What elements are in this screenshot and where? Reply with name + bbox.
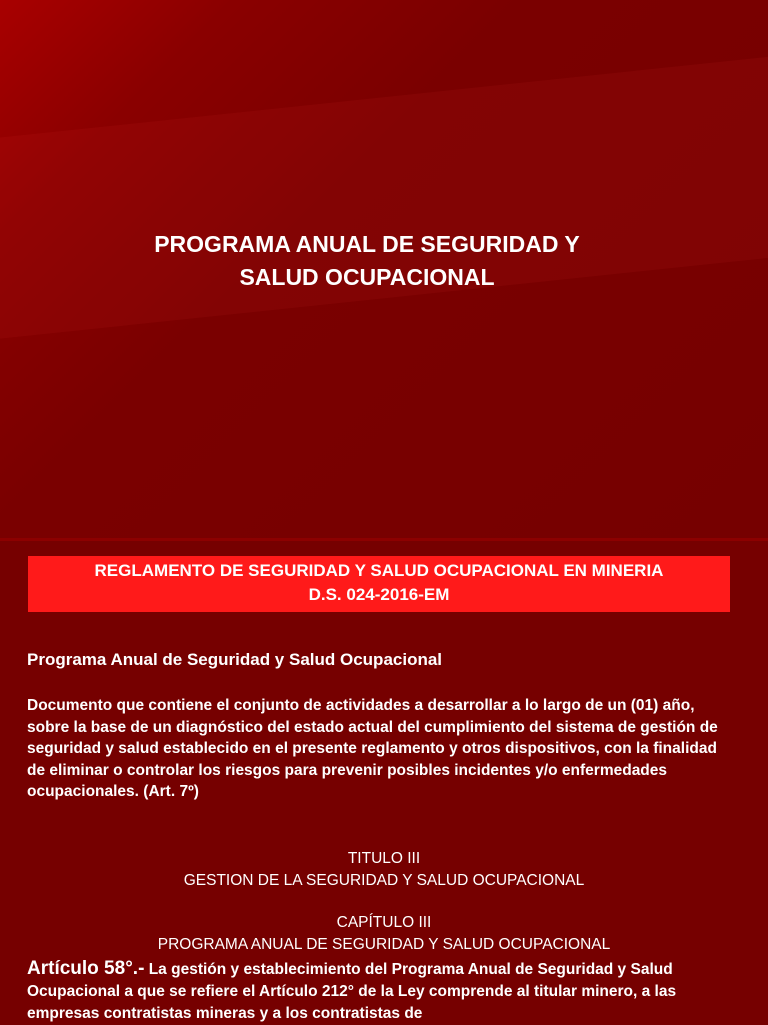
background-divider: [0, 538, 768, 541]
article-label: Artículo 58°.-: [27, 958, 145, 979]
titulo-label: TITULO III: [347, 850, 421, 867]
titulo-block: [0, 848, 768, 892]
page-title: [60, 228, 674, 294]
section-heading: Programa Anual de Seguridad y Salud Ocupacional: [27, 650, 443, 669]
regulation-banner: [28, 556, 730, 612]
article-paragraph: [27, 958, 739, 1025]
banner-line1: REGLAMENTO DE SEGURIDAD Y SALUD OCUPACIONAL EN MINERIA: [94, 561, 664, 580]
page-title-line2: SALUD OCUPACIONAL: [239, 264, 495, 290]
definition-paragraph: Documento que contiene el conjunto de actividades a desarrollar a lo largo de un (01) año, sobre la base de un diagnóstico del estado actual del cumplimiento del sistema de gestión de seguridad y salud establecido en el presente reglamento y otros dispositivos, con la finalidad de eliminar o controlar los riesgos para prevenir posibles incidentes y/o enfermedades ocupacionales. (Art. 7º): [27, 697, 718, 800]
capitulo-label: CAPÍTULO III: [336, 914, 432, 931]
capitulo-name: PROGRAMA ANUAL DE SEGURIDAD Y SALUD OCUPACIONAL: [157, 936, 611, 953]
banner-line2: D.S. 024-2016-EM: [308, 585, 450, 604]
capitulo-block: [0, 912, 768, 956]
page-title-line1: PROGRAMA ANUAL DE SEGURIDAD Y: [154, 231, 580, 257]
article-text: La gestión y establecimiento del Programa Anual de Seguridad y Salud Ocupacional a que se refiere el Artículo 212° de la Ley comprende al titular minero, a las empresas contratistas mineras y a los contratistas de: [27, 961, 677, 1022]
titulo-name: GESTION DE LA SEGURIDAD Y SALUD OCUPACIONAL: [183, 872, 585, 889]
